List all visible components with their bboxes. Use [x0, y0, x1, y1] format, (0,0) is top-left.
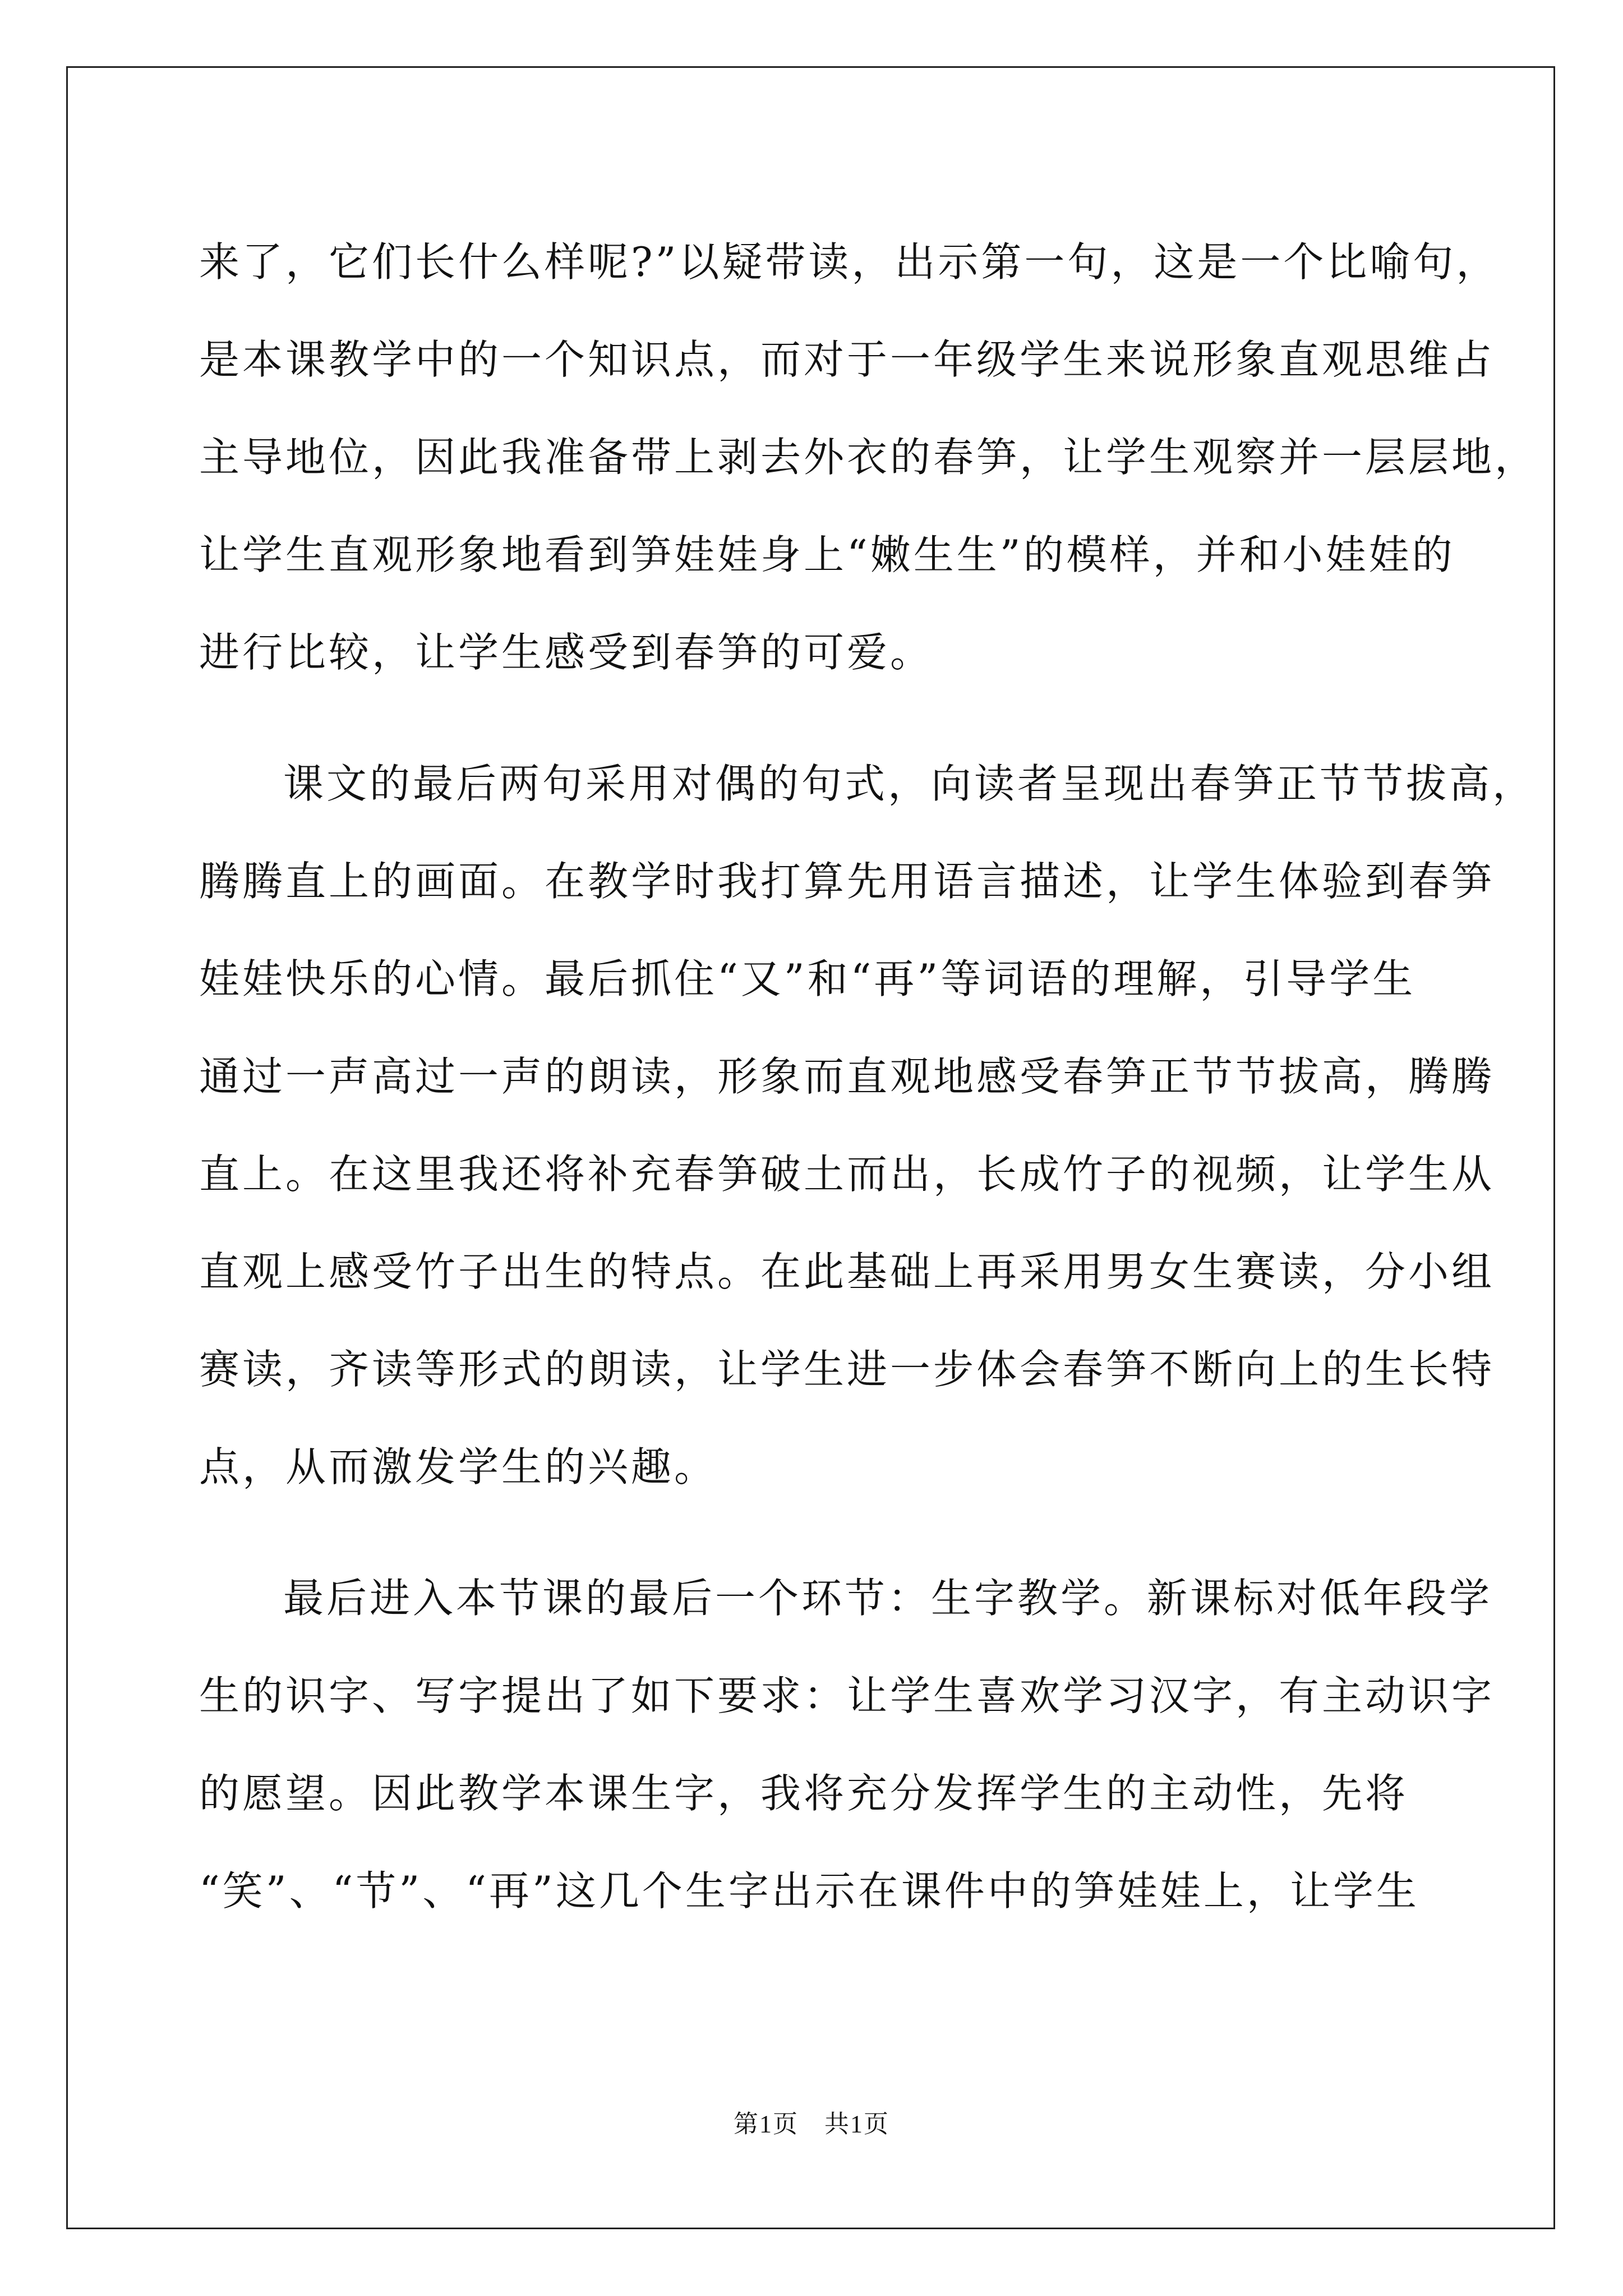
text-line: “笑”、“节”、“再”这几个生字出示在课件中的笋娃娃上，让学生 [199, 1867, 1419, 1915]
text-line: 主导地位，因此我准备带上剥去外衣的春笋，让学生观察并一层层地， [199, 434, 1538, 481]
text-line: 直上。在这里我还将补充春笋破土而出，长成竹子的视频，让学生从 [199, 1151, 1495, 1198]
text-line: 进行比较，让学生感受到春笋的可爱。 [199, 629, 934, 676]
text-line: 生的识字、写字提出了如下要求：让学生喜欢学习汉字，有主动识字 [199, 1672, 1495, 1719]
paragraph-1 [199, 213, 1538, 701]
paragraph-2 [199, 735, 1536, 1516]
text-line: 通过一声高过一声的朗读，形象而直观地感受春笋正节节拔高，腾腾 [199, 1053, 1495, 1100]
text-line: 娃娃快乐的心情。最后抓住“又”和“再”等词语的理解，引导学生 [199, 955, 1416, 1002]
text-line: 点，从而激发学生的兴趣。 [199, 1443, 718, 1490]
text-line: 直观上感受竹子出生的特点。在此基础上再采用男女生赛读，分小组 [199, 1248, 1495, 1295]
text-line: 的愿望。因此教学本课生字，我将充分发挥学生的主动性，先将 [199, 1770, 1409, 1817]
text-line: 是本课教学中的一个知识点，而对于一年级学生来说形象直观思维占 [199, 336, 1495, 383]
document-body [199, 213, 1538, 1940]
page-footer: 第1页 共1页 [734, 2110, 889, 2138]
text-line: 腾腾直上的画面。在教学时我打算先用语言描述，让学生体验到春笋 [199, 858, 1495, 905]
text-line: 最后进入本节课的最后一个环节：生字教学。新课标对低年段学 [283, 1575, 1493, 1622]
text-line: 让学生直观形象地看到笋娃娃身上“嫩生生”的模样，并和小娃娃的 [199, 531, 1455, 578]
paragraph-3 [199, 1549, 1495, 1940]
text-line: 课文的最后两句采用对偶的句式，向读者呈现出春笋正节节拔高， [283, 760, 1536, 807]
text-line: 来了，它们长什么样呢?”以疑带读，出示第一句，这是一个比喻句， [199, 238, 1500, 286]
text-line: 赛读，齐读等形式的朗读，让学生进一步体会春笋不断向上的生长特 [199, 1346, 1495, 1393]
